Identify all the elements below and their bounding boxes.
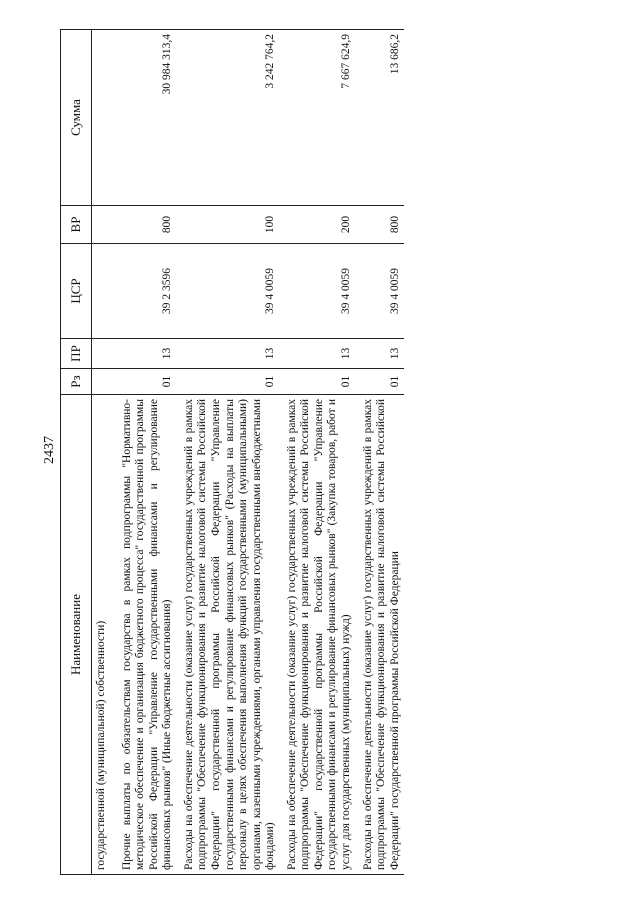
header-name: Наименование — [61, 395, 92, 875]
header-vr: ВР — [61, 206, 92, 244]
table-row — [280, 30, 356, 875]
row-sum: 30 984 313,4 — [115, 30, 177, 206]
row-rz: 01 — [177, 369, 280, 395]
row-name: Расходы на обеспечение деятельности (оказание услуг) государственных учреждений в рамках подпрограммы "Обеспечение функционирования и развитие налоговой системы Российской Федерации" государственной программы Российской Федерации "Управление государственными финансами и регулирование финансовых рынков" (Закупка товаров, работ и услуг для государственных (муниципальных) нужд) — [280, 395, 356, 875]
table-header-row — [61, 30, 92, 875]
row-csr: 39 4 0059 — [280, 244, 356, 339]
row-vr: 800 — [356, 206, 405, 244]
row-csr: 39 4 0059 — [177, 244, 280, 339]
header-pr: ПР — [61, 339, 92, 369]
header-csr: ЦСР — [61, 244, 92, 339]
table-row — [177, 30, 280, 875]
table-row-continuation — [92, 30, 115, 875]
row-csr: 39 4 0059 — [356, 244, 405, 339]
table-row — [356, 30, 405, 875]
row-vr: 800 — [115, 206, 177, 244]
row-sum: 7 667 624,9 — [280, 30, 356, 206]
row-pr: 13 — [356, 339, 405, 369]
row-name: Расходы на обеспечение деятельности (оказание услуг) государственных учреждений в рамках подпрограммы "Обеспечение функционирования и развитие налоговой системы Российской Федерации" государственной программы Российской Федерации "Управление государственными финансами и регулирование финансовых рынков" (Расходы на выплаты персоналу в целях обеспечения выполнения функций государственными (муниципальными) органами, казенными учреждениями, органами управления государственными внебюджетными фондами) — [177, 395, 280, 875]
row-name: Расходы на обеспечение деятельности (оказание услуг) государственных учреждений в рамках подпрограммы "Обеспечение функционирования и развитие налоговой системы Российской Федерации" государственной программы Российской Федерации — [356, 395, 405, 875]
budget-table — [60, 29, 404, 875]
row-name: Прочие выплаты по обязательствам государства в рамках подпрограммы "Нормативно-методическое обеспечение и организация бюджетного процесса" государственной программы Российской Федерации "Управление государственными финансами и регулирование финансовых рынков" (Иные бюджетные ассигнования) — [115, 395, 177, 875]
row-pr: 13 — [115, 339, 177, 369]
row-rz: 01 — [280, 369, 356, 395]
row-sum: 3 242 764,2 — [177, 30, 280, 206]
row-pr: 13 — [280, 339, 356, 369]
header-rz: Рз — [61, 369, 92, 395]
rotated-page-content — [60, 30, 600, 875]
row-vr: 200 — [280, 206, 356, 244]
row-pr: 13 — [177, 339, 280, 369]
header-sum: Сумма — [61, 30, 92, 206]
row-csr: 39 2 3596 — [115, 244, 177, 339]
row-rz: 01 — [115, 369, 177, 395]
row-sum: 13 686,2 — [356, 30, 405, 206]
row-vr: 100 — [177, 206, 280, 244]
continuation-text: государственной (муниципальной) собственности) — [92, 395, 115, 875]
row-rz: 01 — [356, 369, 405, 395]
page-number: 2437 — [42, 436, 57, 464]
table-row — [115, 30, 177, 875]
